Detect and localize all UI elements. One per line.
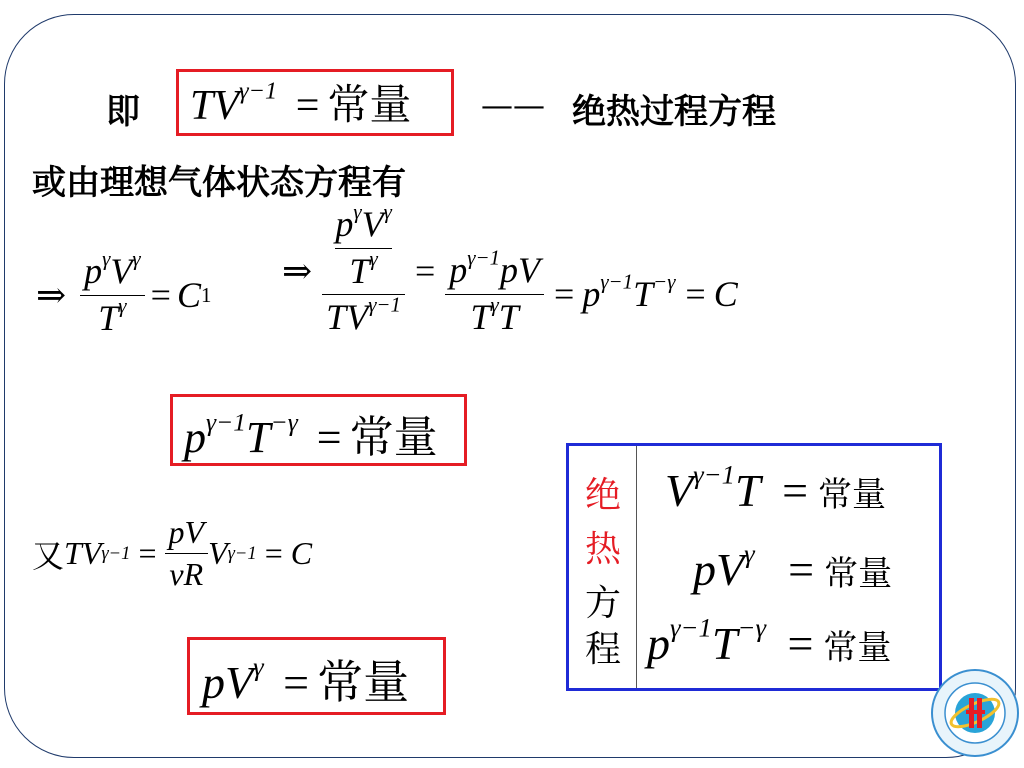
sidebar-char-3: 方	[584, 583, 621, 624]
summary-eq-pt: $p^{\gamma-1}T^{-\gamma}$ = 常量	[647, 612, 892, 669]
sidebar-char-2: 热	[584, 529, 621, 570]
derivation-1: ⇒ $\frac{p^\gamma V^\gamma}{T^\gamma}$ = C 1	[36, 246, 212, 338]
adiabatic-eq-label: 绝热过程方程	[572, 92, 776, 132]
derivation-3: 又 T V γ−1 = $\frac{pV}{\nu R}$ V γ−1 = C	[32, 514, 313, 593]
ideal-gas-intro: 或由理想气体状态方程有	[32, 163, 406, 203]
eq-pt-const: $p^{\gamma-1}T^{-\gamma}$ = 常量	[184, 407, 438, 463]
derivation-2: ⇒ $p^\gamma V^\gamma$ $T^\gamma$ $TV^{\gamma-1}$ = $\frac{p^{\gamma-1}pV}{T^\gamma T}$ = $p^{\gamma-1}T^{-\gamma}$ = C	[282, 199, 738, 338]
summary-eq-vt: $V^{\gamma-1}T$ = 常量	[665, 459, 887, 516]
summary-divider	[636, 446, 637, 688]
ji-char: 即	[106, 92, 140, 132]
sidebar-char-4: 程	[584, 629, 621, 670]
summary-eq-pv: $pV^\gamma$ = 常量	[693, 538, 893, 595]
eq-pv-const: $pV^\gamma$ = 常量	[202, 651, 410, 709]
college-logo	[930, 668, 1020, 758]
adiabatic-summary-box	[566, 443, 942, 691]
sidebar-char-1: 绝	[584, 475, 621, 516]
dash: ——	[481, 86, 545, 124]
eq-tv-const: $TV^{\gamma-1}$ = 常量	[190, 77, 412, 129]
